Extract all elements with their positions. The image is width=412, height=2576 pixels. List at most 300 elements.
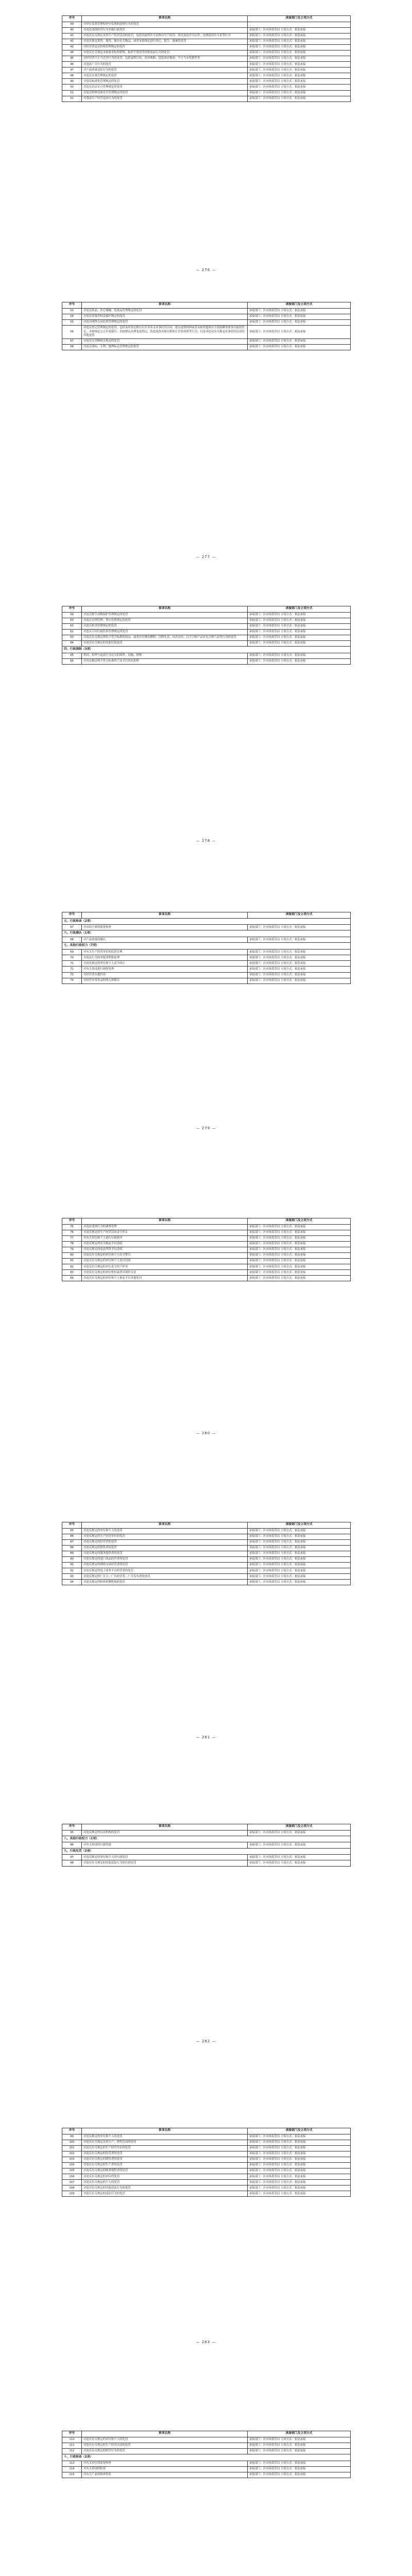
row-number: 72 (62, 967, 82, 972)
row-dept: 承接部门：区市场监管局 立项方式：依法承接 (248, 39, 351, 44)
row-number: 74 (62, 978, 82, 984)
row-dept: 承接部门：区市场监管局 立项方式：依法承接 (248, 1224, 351, 1230)
section-row (62, 918, 351, 925)
section-title: 五、行政检查（2项） (62, 918, 351, 925)
header-no-cell: 序号 (62, 2128, 82, 2134)
row-dept: 承接部门：区市场监管局 立项方式：依法承接 (248, 612, 351, 618)
row-number: 68 (62, 937, 82, 943)
table-row (62, 2157, 351, 2162)
header-item-cell: 事项名称 (82, 2431, 248, 2437)
section-title: 七、其他行政权力（7项） (62, 943, 351, 950)
row-item-name: 对经营者实施约谈 (82, 972, 248, 978)
row-dept: 承接部门：区市场监管局 立项方式：依法承接 (248, 1556, 351, 1562)
row-item-name: 对违反规定的服务提供者的处罚 (82, 1551, 248, 1556)
row-dept: 承接部门：区市场监管局 立项方式：依法承接 (248, 84, 351, 90)
row-dept: 承接部门：区市场监管局 立项方式：依法承接 (248, 1247, 351, 1252)
table-header (62, 606, 351, 613)
row-dept: 承接部门：区市场监管局 立项方式：依法承接 (248, 1860, 351, 1866)
section-title: 十、行政检查（2项） (62, 2454, 351, 2461)
table-body (62, 1528, 351, 1585)
header-dept-cell: 承接部门及立项方式 (248, 606, 351, 613)
item-table (62, 912, 351, 984)
table-row (62, 96, 351, 101)
row-dept: 承接部门：区市场监管局 立项方式：依法承接 (248, 1276, 351, 1281)
row-number: 98 (62, 1860, 82, 1866)
section-row (62, 1848, 351, 1855)
row-number: 62 (62, 629, 82, 635)
table-row (62, 658, 351, 664)
table-row (62, 79, 351, 84)
row-item-name: 查封、扣押与违法行为有关的场所、设施、财物 (82, 653, 248, 658)
row-dept: 承接部门：区市场监管局 立项方式：依法承接 (248, 50, 351, 56)
section-title: 六、行政确认（1项） (62, 930, 351, 937)
table-row (62, 314, 351, 319)
row-dept: 承接部门：区市场监管局 立项方式：依法承接 (248, 62, 351, 67)
row-number: 42 (62, 39, 82, 44)
table-row (62, 338, 351, 344)
table-row (62, 1241, 351, 1247)
row-item-name: 对有关单位和个人进行行政指导 (82, 1235, 248, 1241)
table-row (62, 73, 351, 79)
row-dept: 承接部门：区市场监管局 立项方式：依法承接 (248, 1252, 351, 1258)
row-item-name: 对产品质量违法行为的处罚 (82, 67, 248, 73)
row-dept: 承接部门：区市场监管局 立项方式：依法承接 (248, 2191, 351, 2197)
row-number: 52 (62, 96, 82, 101)
item-table (62, 2128, 351, 2197)
row-number: 90 (62, 1556, 82, 1562)
row-dept: 承接部门：区市场监管局 立项方式：依法承接 (248, 2437, 351, 2443)
table-row (62, 2151, 351, 2157)
header-dept-cell: 承接部门及立项方式 (248, 1522, 351, 1529)
table-row (62, 1842, 351, 1848)
row-item-name: 对有关产品的抽查检验 (82, 2472, 248, 2478)
table-row (62, 2448, 351, 2454)
row-dept: 承接部门：区市场监管局 立项方式：依法承接 (248, 937, 351, 943)
row-item-name: 对违反规定的单位和个人的行政处罚 (82, 1855, 248, 1860)
row-item-name: 对违反规定的生产经营单位的处罚 (82, 1534, 248, 1539)
header-no-cell: 序号 (62, 1522, 82, 1529)
row-item-name: 对违反消费者权益保护规定的处罚 (82, 314, 248, 319)
row-number: 101 (62, 2145, 82, 2151)
row-item-name: 对违反有关规定的单位责令停产停业 (82, 1264, 248, 1270)
row-dept: 承接部门：区市场监管局 立项方式：依法承接 (248, 961, 351, 967)
row-dept: 承接部门：区市场监管局 立项方式：依法承接 (248, 629, 351, 635)
header-dept-cell: 承接部门及立项方式 (248, 16, 351, 22)
table-header (62, 302, 351, 309)
header-item-cell: 事项名称 (82, 2128, 248, 2134)
row-number: 102 (62, 2151, 82, 2157)
table-row (62, 1224, 351, 1230)
row-number: 49 (62, 79, 82, 84)
table-row (62, 1534, 351, 1539)
section-title: 八、其他行政权力（1项） (62, 1836, 351, 1842)
row-dept: 承接部门：区市场监管局 立项方式：依法承接 (248, 1842, 351, 1848)
row-item-name: 对违反有关规定的生产者的处罚 (82, 2162, 248, 2168)
row-item-name: 对违反有关规定的单位暂扣或者吊销许可证 (82, 1270, 248, 1276)
row-item-name: 对违反标准化管理规定的处罚 (82, 79, 248, 84)
page-number: — 278 — (196, 839, 216, 843)
page-number: — 281 — (196, 1735, 216, 1739)
section-row (62, 943, 351, 950)
header-item-cell: 事项名称 (82, 16, 248, 22)
row-number: 44 (62, 50, 82, 56)
row-item-name: 对违反有关规定的生产经营活动的处罚 (82, 2443, 248, 2448)
header-dept-cell: 承接部门及立项方式 (248, 2431, 351, 2437)
row-dept: 承接部门：区市场监管局 立项方式：依法承接 (248, 1235, 351, 1241)
header-dept-cell: 承接部门及立项方式 (248, 302, 351, 309)
table-row (62, 325, 351, 338)
row-item-name: 对违反有关规定的单位和个人的处罚 (82, 2437, 248, 2443)
table-row (62, 44, 351, 50)
header-dept-cell: 承接部门及立项方式 (248, 1218, 351, 1225)
row-item-name: 对经营异常名录的列入和移出 (82, 978, 248, 984)
header-row (62, 912, 351, 919)
row-dept: 承接部门：区市场监管局 立项方式：依法承接 (248, 623, 351, 629)
table-row (62, 1860, 351, 1866)
table-row (62, 2145, 351, 2151)
table-row (62, 1235, 351, 1241)
item-table (62, 302, 351, 350)
row-item-name: 对违反有关规定的个人的处罚 (82, 2180, 248, 2185)
row-item-name: 对违反规定的单位和个人的处罚 (82, 2134, 248, 2140)
row-dept: 承接部门：区市场监管局 立项方式：依法承接 (248, 73, 351, 79)
section-row (62, 647, 351, 653)
item-table (62, 1824, 351, 1867)
row-item-name: 对食品生产经营违法行为的处罚 (82, 96, 248, 101)
row-item-name: 对违反计量管理规定的处罚 (82, 73, 248, 79)
row-item-name: 对违反规定的有关物品予以没收 (82, 1241, 248, 1247)
table-row (62, 1580, 351, 1585)
table-row (62, 925, 351, 930)
header-no-cell: 序号 (62, 16, 82, 22)
row-dept: 承接部门：区市场监管局 立项方式：依法承接 (248, 1230, 351, 1235)
header-row (62, 1218, 351, 1225)
row-item-name: 对违反有关规定的其他违法行为的处罚 (82, 2185, 248, 2191)
table-row (62, 1551, 351, 1556)
row-item-name: 对有关单位的监督检查 (82, 2461, 248, 2466)
row-number: 78 (62, 1241, 82, 1247)
page-number: — 282 — (196, 2039, 216, 2043)
row-number: 58 (62, 344, 82, 350)
table-row (62, 972, 351, 978)
table-body (62, 612, 351, 664)
row-dept: 承接部门：区市场监管局 立项方式：依法承接 (248, 950, 351, 955)
table-row (62, 56, 351, 62)
row-item-name: 对违反有关规定从事生产经营活动的处罚，包括未取得许可证擅自生产经营、伪造变造许可证件、违规使用许可证等行为 (82, 33, 248, 39)
row-number: 80 (62, 1252, 82, 1258)
table-row (62, 1252, 351, 1258)
row-number: 43 (62, 44, 82, 50)
table-header (62, 1218, 351, 1225)
row-dept: 承接部门：区市场监管局 立项方式：依法承接 (248, 2145, 351, 2151)
table-row (62, 1568, 351, 1574)
row-number: 50 (62, 84, 82, 90)
row-dept: 承接部门：区市场监管局 立项方式：依法承接 (248, 635, 351, 640)
row-item-name: 对违法违规行为的调查处理 (82, 1224, 248, 1230)
row-number: 53 (62, 308, 82, 314)
row-item-name: 对违反特种设备安全管理规定的处罚 (82, 90, 248, 96)
row-number: 65 (62, 653, 82, 658)
row-dept: 承接部门：区市场监管局 立项方式：依法承接 (248, 2140, 351, 2145)
table-row (62, 1270, 351, 1276)
table-row (62, 344, 351, 350)
row-item-name: 对违反规定的检验检测机构的处罚 (82, 1580, 248, 1585)
row-dept: 承接部门：区市场监管局 立项方式：依法承接 (248, 2151, 351, 2157)
table-row (62, 22, 351, 27)
table-header (62, 1824, 351, 1831)
table-header (62, 912, 351, 919)
header-no-cell: 序号 (62, 1218, 82, 1225)
row-item-name: 对单位监督管理检查中发现的违规行为的处罚 (82, 22, 248, 27)
row-number: 103 (62, 2157, 82, 2162)
row-number: 51 (62, 90, 82, 96)
row-number: 55 (62, 319, 82, 325)
row-dept: 承接部门：区市场监管局 立项方式：依法承接 (248, 640, 351, 646)
table-row (62, 2180, 351, 2185)
row-item-name: 对违反网络交易监督管理规定的处罚 (82, 319, 248, 325)
row-dept: 承接部门：区市场监管局 立项方式：依法承接 (248, 1830, 351, 1836)
row-item-name: 对违反规定的经营者的处罚 (82, 1539, 248, 1545)
table-row (62, 2162, 351, 2168)
table-row (62, 1556, 351, 1562)
header-row (62, 2431, 351, 2437)
row-dept: 承接部门：区市场监管局 立项方式：依法承接 (248, 978, 351, 984)
table-row (62, 2134, 351, 2140)
row-item-name: 对违反合同行政监督管理规定的处罚 (82, 629, 248, 635)
table-row (62, 2443, 351, 2448)
table-row (62, 1528, 351, 1534)
header-dept-cell: 承接部门及立项方式 (248, 1824, 351, 1831)
row-dept: 承接部门：区市场监管局 立项方式：依法承接 (248, 2157, 351, 2162)
row-item-name: 对产品质量的确认 (82, 937, 248, 943)
row-dept: 承接部门：区市场监管局 立项方式：依法承接 (248, 972, 351, 978)
row-item-name: 对违反商标、专利、地理标志管理规定的处罚 (82, 344, 248, 350)
row-dept: 承接部门：区市场监管局 立项方式：依法承接 (248, 1855, 351, 1860)
row-dept: 承接部门：区市场监管局 立项方式：依法承接 (248, 338, 351, 344)
row-item-name: 对违法行为的举报受理和处理 (82, 955, 248, 961)
header-no-cell: 序号 (62, 1824, 82, 1831)
row-number: 63 (62, 635, 82, 640)
row-item-name: 对经营者不正当竞争行为的处罚，包括虚假宣传、商业贿赂、侵犯商业秘密、不正当有奖销售等 (82, 56, 248, 62)
row-number: 67 (62, 925, 82, 930)
section-title: 九、行政处罚（2项） (62, 1848, 351, 1855)
row-dept: 承接部门：区市场监管局 立项方式：依法承接 (248, 1264, 351, 1270)
row-number: 46 (62, 62, 82, 67)
page-number: — 283 — (196, 2340, 216, 2344)
row-number: 97 (62, 1855, 82, 1860)
row-dept: 承接部门：区市场监管局 立项方式：依法承接 (248, 925, 351, 930)
row-item-name: 对违反有关规定的单位和个人依法予以其他处罚 (82, 1276, 248, 1281)
header-item-cell: 事项名称 (82, 302, 248, 309)
header-row (62, 302, 351, 309)
row-item-name: 对违反登记管理规定的处罚，包括未经登记擅自以企业名义从事经营活动、提交虚假材料或者采取其他欺诈手段隐瞒重要事实取得登记、未按规定公示年度报告、未按规定办理变更登记、伪造涂改出租出借转让营业执照等行为，以及对违反有关规定从事经营活动的其他处罚 (82, 325, 248, 338)
row-number: 100 (62, 2140, 82, 2145)
row-item-name: 对违反有关规定的生产经营单位的处罚 (82, 2145, 248, 2151)
row-number: 93 (62, 1574, 82, 1580)
row-number: 110 (62, 2437, 82, 2443)
row-number: 94 (62, 1580, 82, 1585)
row-number: 73 (62, 972, 82, 978)
row-number: 45 (62, 56, 82, 62)
row-item-name: 对违反有关规定的其他违法行为的行政处罚 (82, 1860, 248, 1866)
table-row (62, 937, 351, 943)
row-item-name: 对违反直销管理、禁止传销规定的处罚 (82, 618, 248, 623)
row-item-name: 对违反规定的单位和个人责令改正 (82, 961, 248, 967)
row-item-name: 对违反有关规定未按要求标明价格、标价不规范等价格违法行为的处罚 (82, 50, 248, 56)
row-dept: 承接部门：区市场监管局 立项方式：依法承接 (248, 2448, 351, 2454)
row-number: 105 (62, 2168, 82, 2174)
row-number: 60 (62, 618, 82, 623)
item-table (62, 2431, 351, 2478)
table-row (62, 39, 351, 44)
header-item-cell: 事项名称 (82, 1522, 248, 1529)
table-row (62, 1276, 351, 1281)
row-item-name: 对市场主体的监督检查 (82, 925, 248, 930)
table-row (62, 2185, 351, 2191)
row-number: 95 (62, 1830, 82, 1836)
row-item-name: 对违反有关规定的单位和个人给予警告 (82, 1252, 248, 1258)
row-item-name: 对违反规定的进口商品经营者的处罚 (82, 1556, 248, 1562)
row-item-name: 对违反有关规定的销售者的处罚 (82, 2157, 248, 2162)
row-item-name: 对有关事项的行政奖励 (82, 1842, 248, 1848)
row-item-name: 对违反规定的单位和个人的处罚 (82, 1528, 248, 1534)
row-item-name: 对违反规定的电子商务平台经营者的处罚 (82, 1568, 248, 1574)
table-body (62, 308, 351, 350)
row-number: 85 (62, 1528, 82, 1534)
item-table (62, 606, 351, 665)
row-number: 54 (62, 314, 82, 319)
table-header (62, 16, 351, 22)
row-number: 39 (62, 22, 82, 27)
table-row (62, 2140, 351, 2145)
table-row (62, 1264, 351, 1270)
row-number: 75 (62, 1224, 82, 1230)
row-dept: 承接部门：区市场监管局 立项方式：依法承接 (248, 2185, 351, 2191)
row-dept: 承接部门：区市场监管局 立项方式：依法承接 (248, 33, 351, 39)
row-dept: 承接部门：区市场监管局 立项方式：依法承接 (248, 1574, 351, 1580)
header-row (62, 1522, 351, 1529)
row-dept: 承接部门：区市场监管局 立项方式：依法承接 (248, 90, 351, 96)
row-dept: 承接部门：区市场监管局 立项方式：依法承接 (248, 44, 351, 50)
table-body (62, 2437, 351, 2478)
row-number: 70 (62, 955, 82, 961)
row-dept: 承接部门：区市场监管局 立项方式：依法承接 (248, 1241, 351, 1247)
row-item-name: 对违反规定销售、使用、储存有关物品，或者未按规定进行登记、报告、备案的处罚 (82, 39, 248, 44)
row-number: 115 (62, 2472, 82, 2478)
row-item-name: 对违反规定的认证机构的处罚 (82, 1830, 248, 1836)
row-number: 113 (62, 2461, 82, 2466)
table-row (62, 2174, 351, 2180)
header-no-cell: 序号 (62, 302, 82, 309)
row-item-name: 对违法违规经营行为实施行政处罚 (82, 27, 248, 33)
row-dept: 承接部门：区市场监管局 立项方式：依法承接 (248, 2443, 351, 2448)
row-number: 56 (62, 325, 82, 338)
table-body (62, 22, 351, 101)
row-item-name: 对违反有关规定的其他行政处罚 (82, 640, 248, 646)
row-item-name: 对经营者违反价格管理规定的处罚 (82, 44, 248, 50)
header-item-cell: 事项名称 (82, 606, 248, 613)
header-no-cell: 序号 (62, 606, 82, 613)
row-number: 40 (62, 27, 82, 33)
item-table (62, 1522, 351, 1585)
table-row (62, 2472, 351, 2478)
row-dept: 承接部门：区市场监管局 立项方式：依法承接 (248, 653, 351, 658)
table-row (62, 612, 351, 618)
row-item-name: 对违反反垄断相关规定的处罚 (82, 338, 248, 344)
row-number: 88 (62, 1545, 82, 1551)
row-number: 111 (62, 2443, 82, 2448)
row-number: 86 (62, 1534, 82, 1539)
row-item-name: 对违反有关规定的单位和个人处以罚款 (82, 1259, 248, 1264)
header-dept-cell: 承接部门及立项方式 (248, 2128, 351, 2134)
row-item-name: 对违法广告行为的处罚 (82, 62, 248, 67)
table-row (62, 950, 351, 955)
table-row (62, 27, 351, 33)
header-dept-cell: 承接部门及立项方式 (248, 912, 351, 919)
row-dept: 承接部门：区市场监管局 立项方式：依法承接 (248, 319, 351, 325)
row-number: 114 (62, 2466, 82, 2472)
table-row (62, 1230, 351, 1235)
row-dept: 承接部门：区市场监管局 立项方式：依法承接 (248, 1270, 351, 1276)
table-body (62, 1830, 351, 1866)
table-row (62, 1830, 351, 1836)
table-row (62, 33, 351, 39)
row-item-name: 对违反拍卖管理规定的处罚 (82, 623, 248, 629)
row-dept (248, 22, 351, 27)
row-number: 99 (62, 2134, 82, 2140)
row-number: 79 (62, 1247, 82, 1252)
row-item-name: 对违反规定的生产经营活动责令停止 (82, 1230, 248, 1235)
row-dept: 承接部门：区市场监管局 立项方式：依法承接 (248, 967, 351, 972)
row-dept: 承接部门：区市场监管局 立项方式：依法承接 (248, 56, 351, 62)
table-row (62, 1574, 351, 1580)
header-row (62, 2128, 351, 2134)
row-dept: 承接部门：区市场监管局 立项方式：依法承接 (248, 308, 351, 314)
table-row (62, 635, 351, 640)
page-number: — 279 — (196, 1126, 216, 1130)
table-row (62, 623, 351, 629)
table-row (62, 618, 351, 623)
table-body (62, 918, 351, 984)
row-item-name: 对违反规定的违法所得予以没收 (82, 1247, 248, 1252)
table-row (62, 961, 351, 967)
row-number: 104 (62, 2162, 82, 2168)
header-row (62, 606, 351, 613)
table-row (62, 308, 351, 314)
header-row (62, 16, 351, 22)
row-number: 71 (62, 961, 82, 967)
table-row (62, 2466, 351, 2472)
header-no-cell: 序号 (62, 2431, 82, 2437)
row-item-name: 对有证据证明不符合标准的产品予以查封扣押 (82, 658, 248, 664)
row-number: 82 (62, 1264, 82, 1270)
table-header (62, 2128, 351, 2134)
header-item-cell: 事项名称 (82, 1824, 248, 1831)
table-row (62, 50, 351, 56)
section-row (62, 1836, 351, 1842)
row-number: 81 (62, 1259, 82, 1264)
table-row (62, 62, 351, 67)
header-no-cell: 序号 (62, 912, 82, 919)
row-number: 106 (62, 2174, 82, 2180)
row-number: 61 (62, 623, 82, 629)
row-dept: 承接部门：区市场监管局 立项方式：依法承接 (248, 2168, 351, 2174)
header-row (62, 1824, 351, 1831)
row-dept: 承接部门：区市场监管局 立项方式：依法承接 (248, 658, 351, 664)
table-row (62, 1247, 351, 1252)
row-number: 41 (62, 33, 82, 39)
item-table (62, 15, 351, 102)
